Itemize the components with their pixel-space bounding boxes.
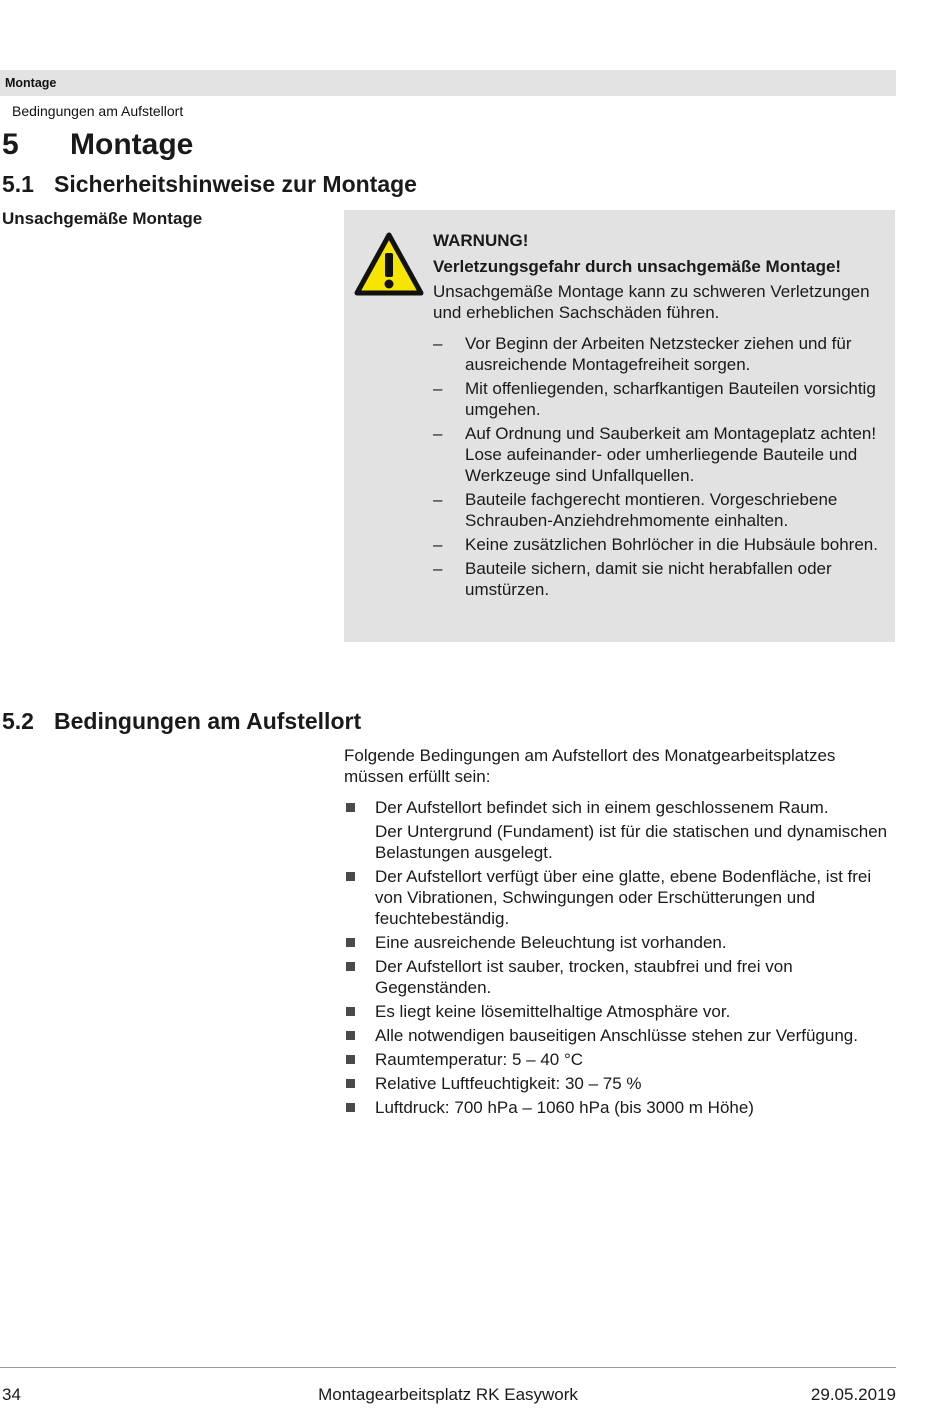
dash-marker: – (433, 490, 443, 509)
condition-text: Eine ausreichende Beleuchtung ist vorhanden. (375, 933, 727, 952)
condition-text: Raumtemperatur: 5 – 40 °C (375, 1050, 584, 1069)
condition-item (344, 932, 896, 953)
side-label-unsachgemaesse-montage: Unsachgemäße Montage (2, 209, 203, 228)
warning-headline: Verletzungsgefahr durch unsachgemäße Montage! (433, 257, 842, 276)
dash-marker: – (433, 379, 443, 398)
warning-signal-word: WARNUNG! (433, 231, 529, 250)
running-header-chapter: Montage (5, 76, 57, 90)
footer-page-number: 34 (2, 1385, 21, 1404)
section-5-2-intro: Folgende Bedingungen am Aufstellort des Monatgearbeitsplatzes müssen erfüllt sein: (344, 746, 836, 786)
section-5-2-title: Bedingungen am Aufstellort (54, 708, 362, 734)
square-bullet-icon (346, 1079, 355, 1088)
condition-text: Der Aufstellort befindet sich in einem geschlossenem Raum. (375, 798, 829, 817)
condition-text: Alle notwendigen bauseitigen Anschlüsse stehen zur Verfügung. (375, 1026, 858, 1045)
warning-measure-item (433, 423, 888, 486)
condition-item (344, 1097, 896, 1118)
chapter-title: Montage (70, 128, 194, 161)
footer-date: 29.05.2019 (810, 1385, 896, 1404)
warning-measure-text: Auf Ordnung und Sauberkeit am Montageplatz achten! Lose aufeinander- oder umherliegende Bauteile und Werkzeuge sind Unfallquellen. (465, 424, 877, 485)
square-bullet-icon (346, 1007, 355, 1016)
condition-text: Luftdruck: 700 hPa – 1060 hPa (bis 3000 m Höhe) (375, 1098, 754, 1117)
warning-measure-text: Keine zusätzlichen Bohrlöcher in die Hubsäule bohren. (465, 535, 878, 554)
condition-item (344, 1025, 896, 1046)
section-5-1-number: 5.1 (2, 171, 34, 197)
condition-item (344, 1049, 896, 1070)
warning-measure-item (433, 534, 888, 555)
condition-item (344, 797, 896, 863)
warning-measure-item (433, 558, 888, 600)
warning-content (433, 230, 888, 603)
dash-marker: – (433, 334, 443, 353)
running-header-bar (0, 70, 896, 96)
dash-marker: – (433, 424, 443, 443)
warning-body: Unsachgemäße Montage kann zu schweren Verletzungen und erheblichen Sachschäden führen. (433, 282, 870, 322)
running-header-section: Bedingungen am Aufstellort (12, 103, 184, 119)
condition-text: Es liegt keine lösemittelhaltige Atmosphäre vor. (375, 1002, 731, 1021)
chapter-number: 5 (2, 128, 19, 161)
square-bullet-icon (346, 938, 355, 947)
warning-measure-item (433, 378, 888, 420)
condition-item (344, 1001, 896, 1022)
square-bullet-icon (346, 803, 355, 812)
square-bullet-icon (346, 962, 355, 971)
warning-measure-item (433, 489, 888, 531)
warning-measure-text: Bauteile fachgerecht montieren. Vorgeschriebene Schrauben-Anziehdrehmomente einhalten. (465, 490, 838, 530)
dash-marker: – (433, 535, 443, 554)
warning-box (344, 210, 895, 642)
square-bullet-icon (346, 1031, 355, 1040)
condition-text: Der Aufstellort verfügt über eine glatte, ebene Bodenfläche, ist frei von Vibrationen, Schwingungen oder Erschütterungen und feuchtebeständig. (375, 867, 872, 928)
condition-subtext: Der Untergrund (Fundament) ist für die statischen und dynamischen Belastungen ausgelegt. (375, 822, 888, 862)
warning-measure-text: Bauteile sichern, damit sie nicht herabfallen oder umstürzen. (465, 559, 832, 599)
footer-document-title: Montagearbeitsplatz RK Easywork (318, 1385, 578, 1404)
square-bullet-icon (346, 872, 355, 881)
square-bullet-icon (346, 1103, 355, 1112)
section-5-2-number: 5.2 (2, 708, 34, 734)
warning-triangle-icon (354, 232, 424, 296)
dash-marker: – (433, 559, 443, 578)
square-bullet-icon (346, 1055, 355, 1064)
warning-measures-list (433, 333, 888, 600)
section-5-1-title: Sicherheitshinweise zur Montage (54, 171, 417, 197)
condition-text: Relative Luftfeuchtigkeit: 30 – 75 % (375, 1074, 642, 1093)
condition-text: Der Aufstellort ist sauber, trocken, staubfrei und frei von Gegenständen. (375, 957, 793, 997)
warning-measure-text: Vor Beginn der Arbeiten Netzstecker ziehen und für ausreichende Montagefreiheit sorgen. (465, 334, 852, 374)
warning-measure-text: Mit offenliegenden, scharfkantigen Bauteilen vorsichtig umgehen. (465, 379, 876, 419)
condition-item (344, 956, 896, 998)
conditions-list (344, 797, 896, 1121)
condition-item (344, 1073, 896, 1094)
condition-item (344, 866, 896, 929)
warning-measure-item (433, 333, 888, 375)
footer-divider (0, 1367, 896, 1368)
